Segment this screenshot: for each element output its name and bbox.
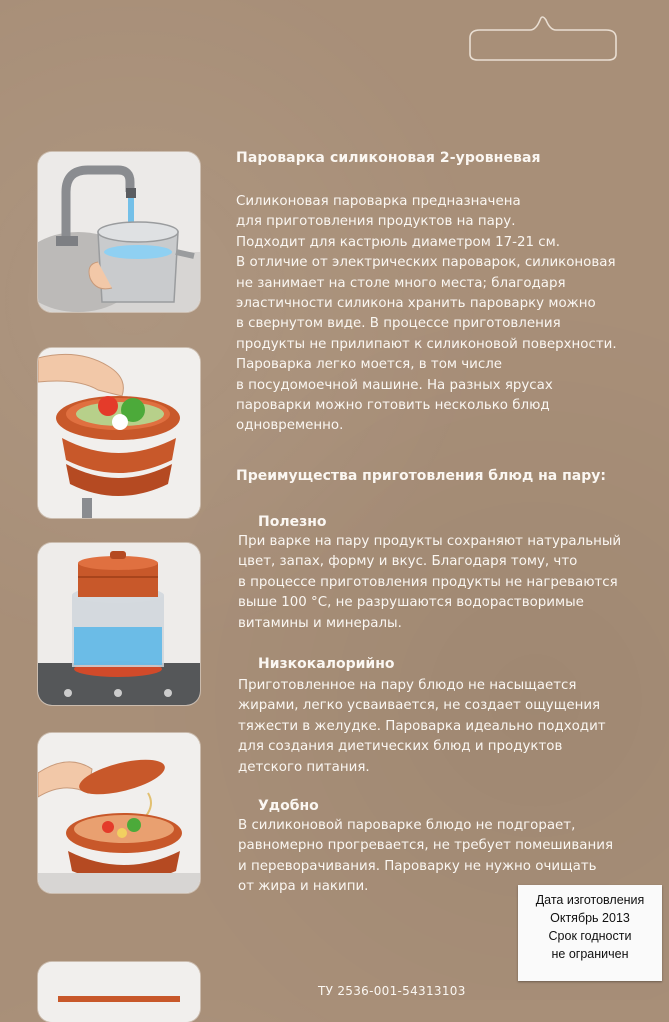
illustration-steaming-on-stove [38,543,200,705]
intro-line: Пароварка легко моется, в том числе [236,357,503,373]
sticker-line: Дата изготовления [535,893,645,907]
intro-line: Силиконовая пароварка предназначена [236,194,521,209]
production-date-sticker [518,885,662,981]
section-line: от жира и накипи. [238,879,369,895]
sticker-line: Октябрь 2013 [550,911,630,925]
section-text-healthy [238,532,658,634]
sticker-line: не ограничен [551,947,629,961]
intro-line: для приготовления продуктов на пару. [236,214,516,230]
intro-line: Подходит для кастрюль диаметром 17-21 см. [236,234,560,250]
intro-line: одновременно. [236,418,344,434]
section-line: витамины и минералы. [238,615,402,631]
section-line: детского питания. [238,759,370,775]
section-line: жирами, легко усваивается, не создает ощущения [238,698,601,714]
section-text-low-calorie [238,676,658,778]
section-line: цвет, запах, форму и вкус. Благодаря тому, что [238,554,578,570]
faucet-pot-icon [38,152,200,312]
intro-line: пароварки можно готовить несколько блюд [236,398,550,414]
section-heading-healthy: Полезно [258,514,327,530]
intro-paragraph [236,192,656,437]
intro-line: продукты не прилипают к силиконовой поверхности. [236,336,617,352]
section-line: выше 100 °С, не разрушаются водорастворимые [238,595,584,611]
intro-line: В отличие от электрических пароварок, силиконовая [236,255,616,271]
section-line: и переворачивания. Пароварку не нужно очищать [238,858,597,874]
illustration-adding-vegetables [38,348,200,518]
section-heading-low-calorie: Низкокалорийно [258,656,395,672]
section-line: В силиконовой пароварке блюдо не подгорает, [238,818,576,833]
hang-hole-icon [460,8,624,64]
product-title: Пароварка силиконовая 2-уровневая [236,150,541,166]
section-line: тяжести в желудке. Пароварка идеально подходит [238,718,606,734]
intro-line: в свернутом виде. В процессе приготовления [236,316,561,332]
section-line: При варке на пару продукты сохраняют натуральный [238,534,622,549]
partial-steamer-icon [38,962,200,1022]
section-line: Приготовленное на пару блюдо не насыщается [238,678,577,693]
section-line: для создания диетических блюд и продуктов [238,739,563,755]
steamer-stove-icon [38,543,200,705]
intro-line: не занимает на столе много места; благодаря [236,275,566,291]
section-heading-convenient: Удобно [258,798,319,814]
illustration-filling-pot [38,152,200,312]
tu-code: ТУ 2536-001-54313103 [318,984,466,998]
vegetables-steamer-icon [38,348,200,518]
advantages-heading: Преимущества приготовления блюд на пару: [236,468,606,484]
illustration-opening-lid [38,733,200,893]
intro-line: эластичности силикона хранить пароварку можно [236,296,596,312]
intro-line: в посудомоечной машине. На разных ярусах [236,377,553,393]
illustration-partial [38,962,200,1022]
section-line: в процессе приготовления продукты не нагреваются [238,574,618,590]
lid-food-icon [38,733,200,893]
sticker-line: Срок годности [548,929,632,943]
section-line: равномерно прогревается, не требует помешивания [238,838,613,854]
